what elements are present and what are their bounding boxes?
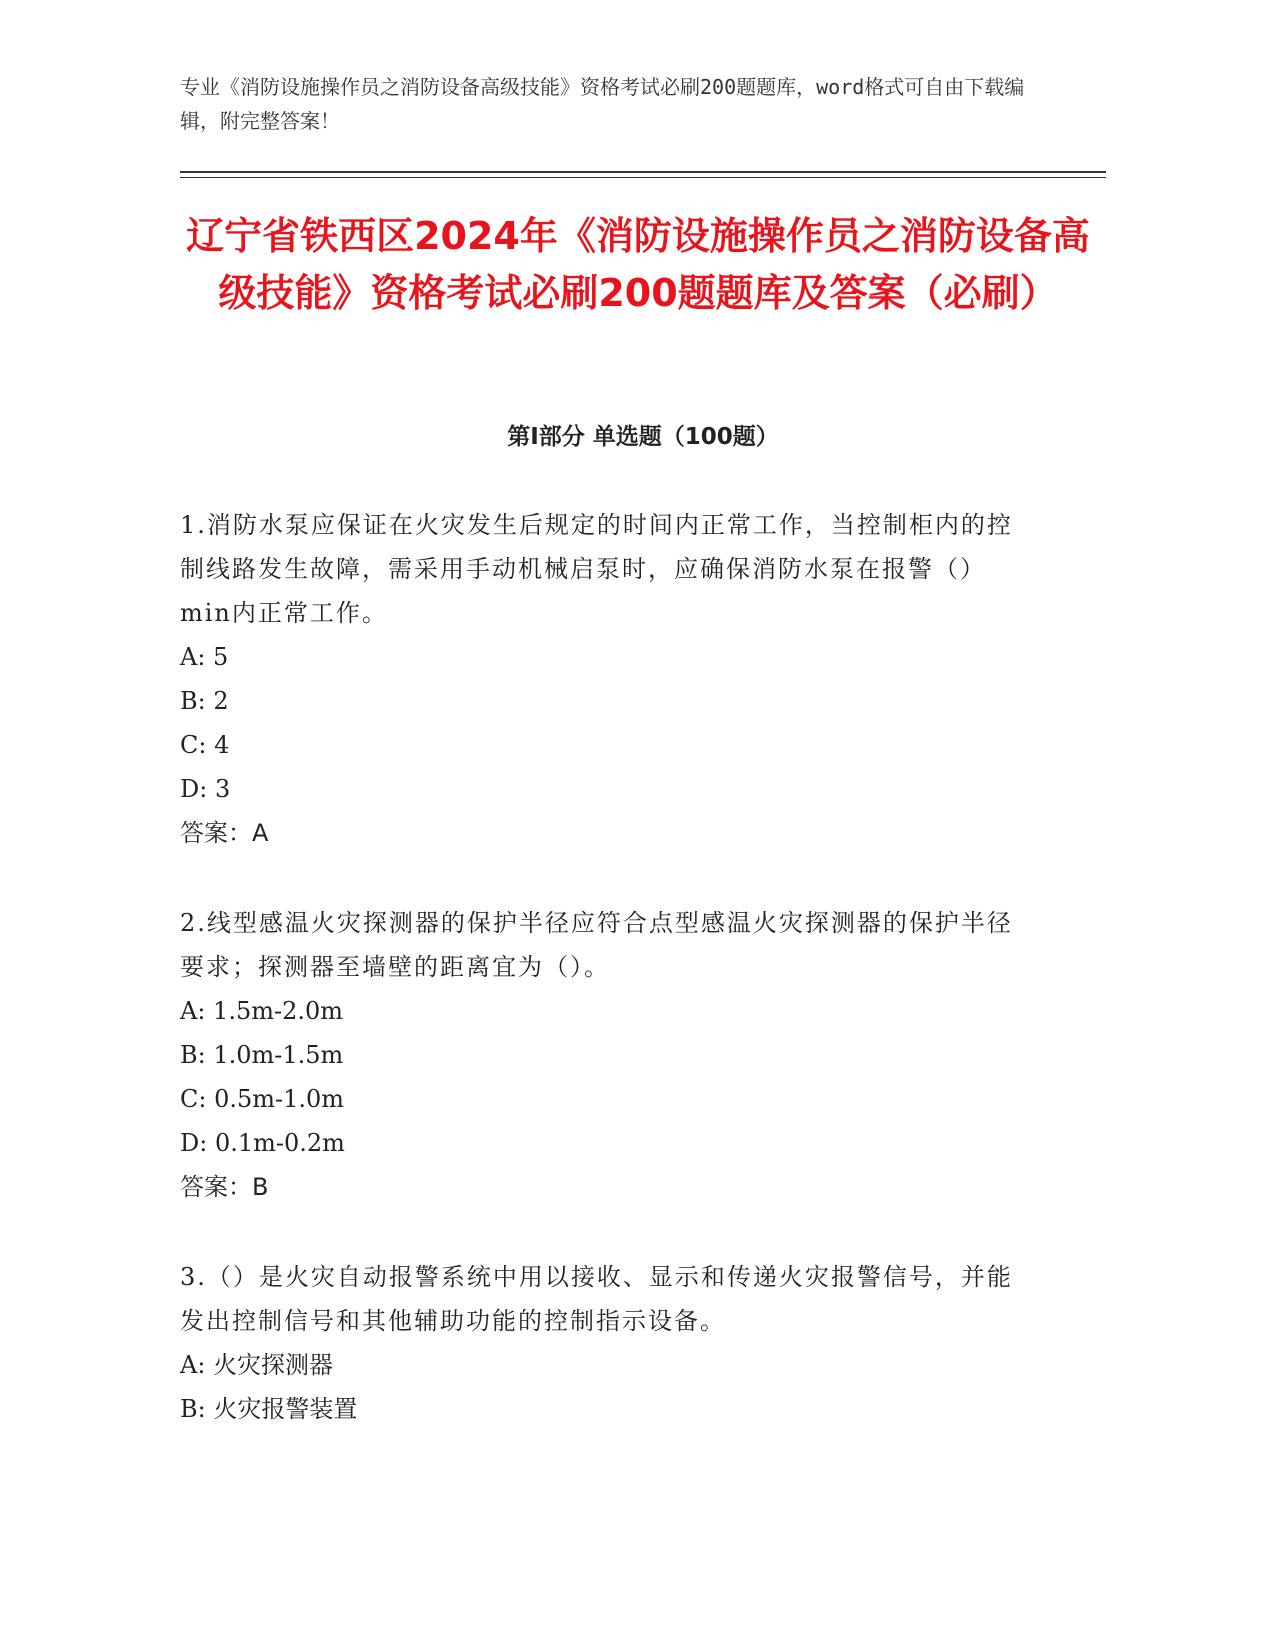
option-c: C: 0.5m-1.0m	[180, 1085, 345, 1113]
answer: 答案：A	[180, 819, 269, 847]
option-d: D: 3	[180, 775, 231, 803]
section-heading: 第I部分 单选题（100题）	[507, 424, 779, 450]
option-c: C: 4	[180, 731, 230, 759]
header-rule-thin	[180, 177, 1106, 178]
question-2	[180, 901, 1020, 1209]
option-a: A: 火灾探测器	[180, 1351, 334, 1379]
option-b: B: 1.0m-1.5m	[180, 1041, 344, 1069]
question-1	[180, 503, 1020, 855]
document-title: 辽宁省铁西区2024年《消防设施操作员之消防设备高级技能》资格考试必刷200题题库及答案（必刷）	[186, 214, 1090, 315]
option-b: B: 火灾报警装置	[180, 1395, 358, 1423]
option-b: B: 2	[180, 687, 229, 715]
header-note: 专业《消防设施操作员之消防设备高级技能》资格考试必刷200题题库，word格式可自由下载编辑，附完整答案！	[180, 75, 1025, 133]
header-rule-thick	[180, 171, 1106, 173]
option-d: D: 0.1m-0.2m	[180, 1129, 345, 1157]
option-a: A: 5	[180, 643, 229, 671]
question-list	[180, 503, 1020, 1477]
answer: 答案：B	[180, 1173, 269, 1201]
question-stem: 1.消防水泵应保证在火灾发生后规定的时间内正常工作，当控制柜内的控制线路发生故障，需采用手动机械启泵时，应确保消防水泵在报警（）min内正常工作。	[180, 511, 1013, 627]
question-3	[180, 1255, 1020, 1431]
question-stem: 3.（）是火灾自动报警系统中用以接收、显示和传递火灾报警信号，并能发出控制信号和其他辅助功能的控制指示设备。	[180, 1263, 1013, 1335]
option-a: A: 1.5m-2.0m	[180, 997, 344, 1025]
question-stem: 2.线型感温火灾探测器的保护半径应符合点型感温火灾探测器的保护半径要求；探测器至墙壁的距离宜为（）。	[180, 909, 1013, 981]
